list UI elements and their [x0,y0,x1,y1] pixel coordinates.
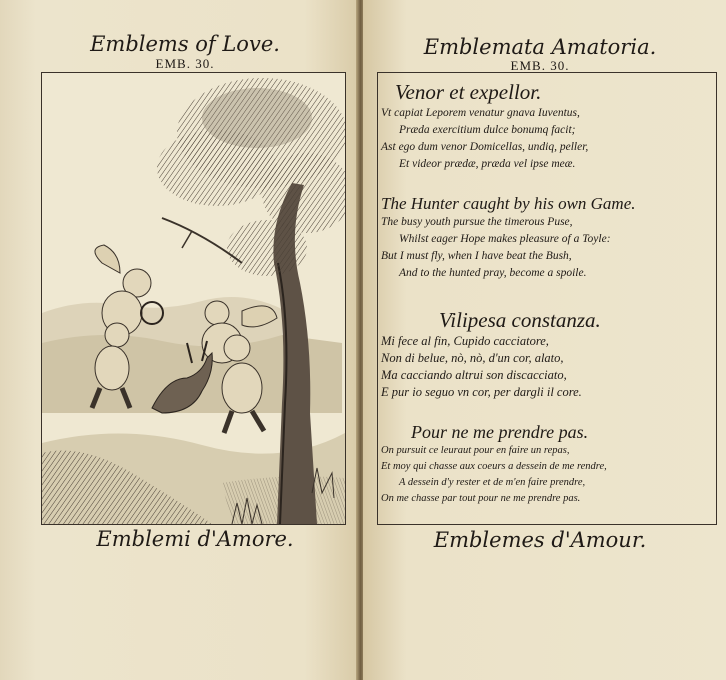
right-emblem-number: EMB. 30. [510,58,570,73]
poem-line: Præda exercitium dulce bonumq facit; [399,124,576,136]
poem-french [381,422,711,507]
poem-line: On pursuit ce leuraut pour en faire un repas, [381,445,570,456]
right-page-heading: Emblemata Amatoria. [423,35,657,59]
engraving-illustration [42,73,345,524]
poem-line: Whilst eager Hope makes pleasure of a Toyle: [399,233,611,245]
poem-line: Non di belue, nò, nò, d'un cor, alato, [381,351,564,365]
right-page-caption: Emblemes d'Amour. [433,528,647,552]
poem-title: Pour ne me prendre pas. [411,422,589,442]
poem-line: The busy youth pursue the timerous Puse, [381,216,573,228]
poem-line: Et moy qui chasse aux coeurs a dessein de me rendre, [381,461,607,472]
poem-line: Vt capiat Leporem venatur gnava Iuventus, [381,107,580,119]
left-page-heading: Emblems of Love. [90,32,280,56]
engraving-frame [41,72,346,525]
poem-line: On me chasse par tout pour ne me prendre pas. [381,493,581,504]
poem-line: Ast ego dum venor Domicellas, undiq, peller, [381,141,589,153]
poem-title: The Hunter caught by his own Game. [381,194,636,213]
poem-english [381,194,711,282]
poem-line: Ma cacciando altrui son discacciato, [381,368,567,382]
poem-title: Venor et expellor. [395,80,542,104]
poem-line: Et videor prædæ, præda vel ipse meæ. [399,158,576,170]
left-emblem-number: EMB. 30. [155,56,215,71]
poem-title: Vilipesa constanza. [439,308,601,332]
poem-line: Mi fece al fin, Cupido cacciatore, [381,334,549,348]
poem-line: E pur io seguo vn cor, per dargli il core. [381,385,582,399]
left-page-caption: Emblemi d'Amore. [96,527,294,551]
poem-italian [381,308,711,401]
poem-line: And to the hunted pray, become a spoile. [399,267,587,279]
poem-line: A dessein d'y rester et de m'en faire prendre, [399,477,586,488]
poem-latin [381,80,711,173]
poem-line: But I must fly, when I have beat the Bush, [381,250,572,262]
